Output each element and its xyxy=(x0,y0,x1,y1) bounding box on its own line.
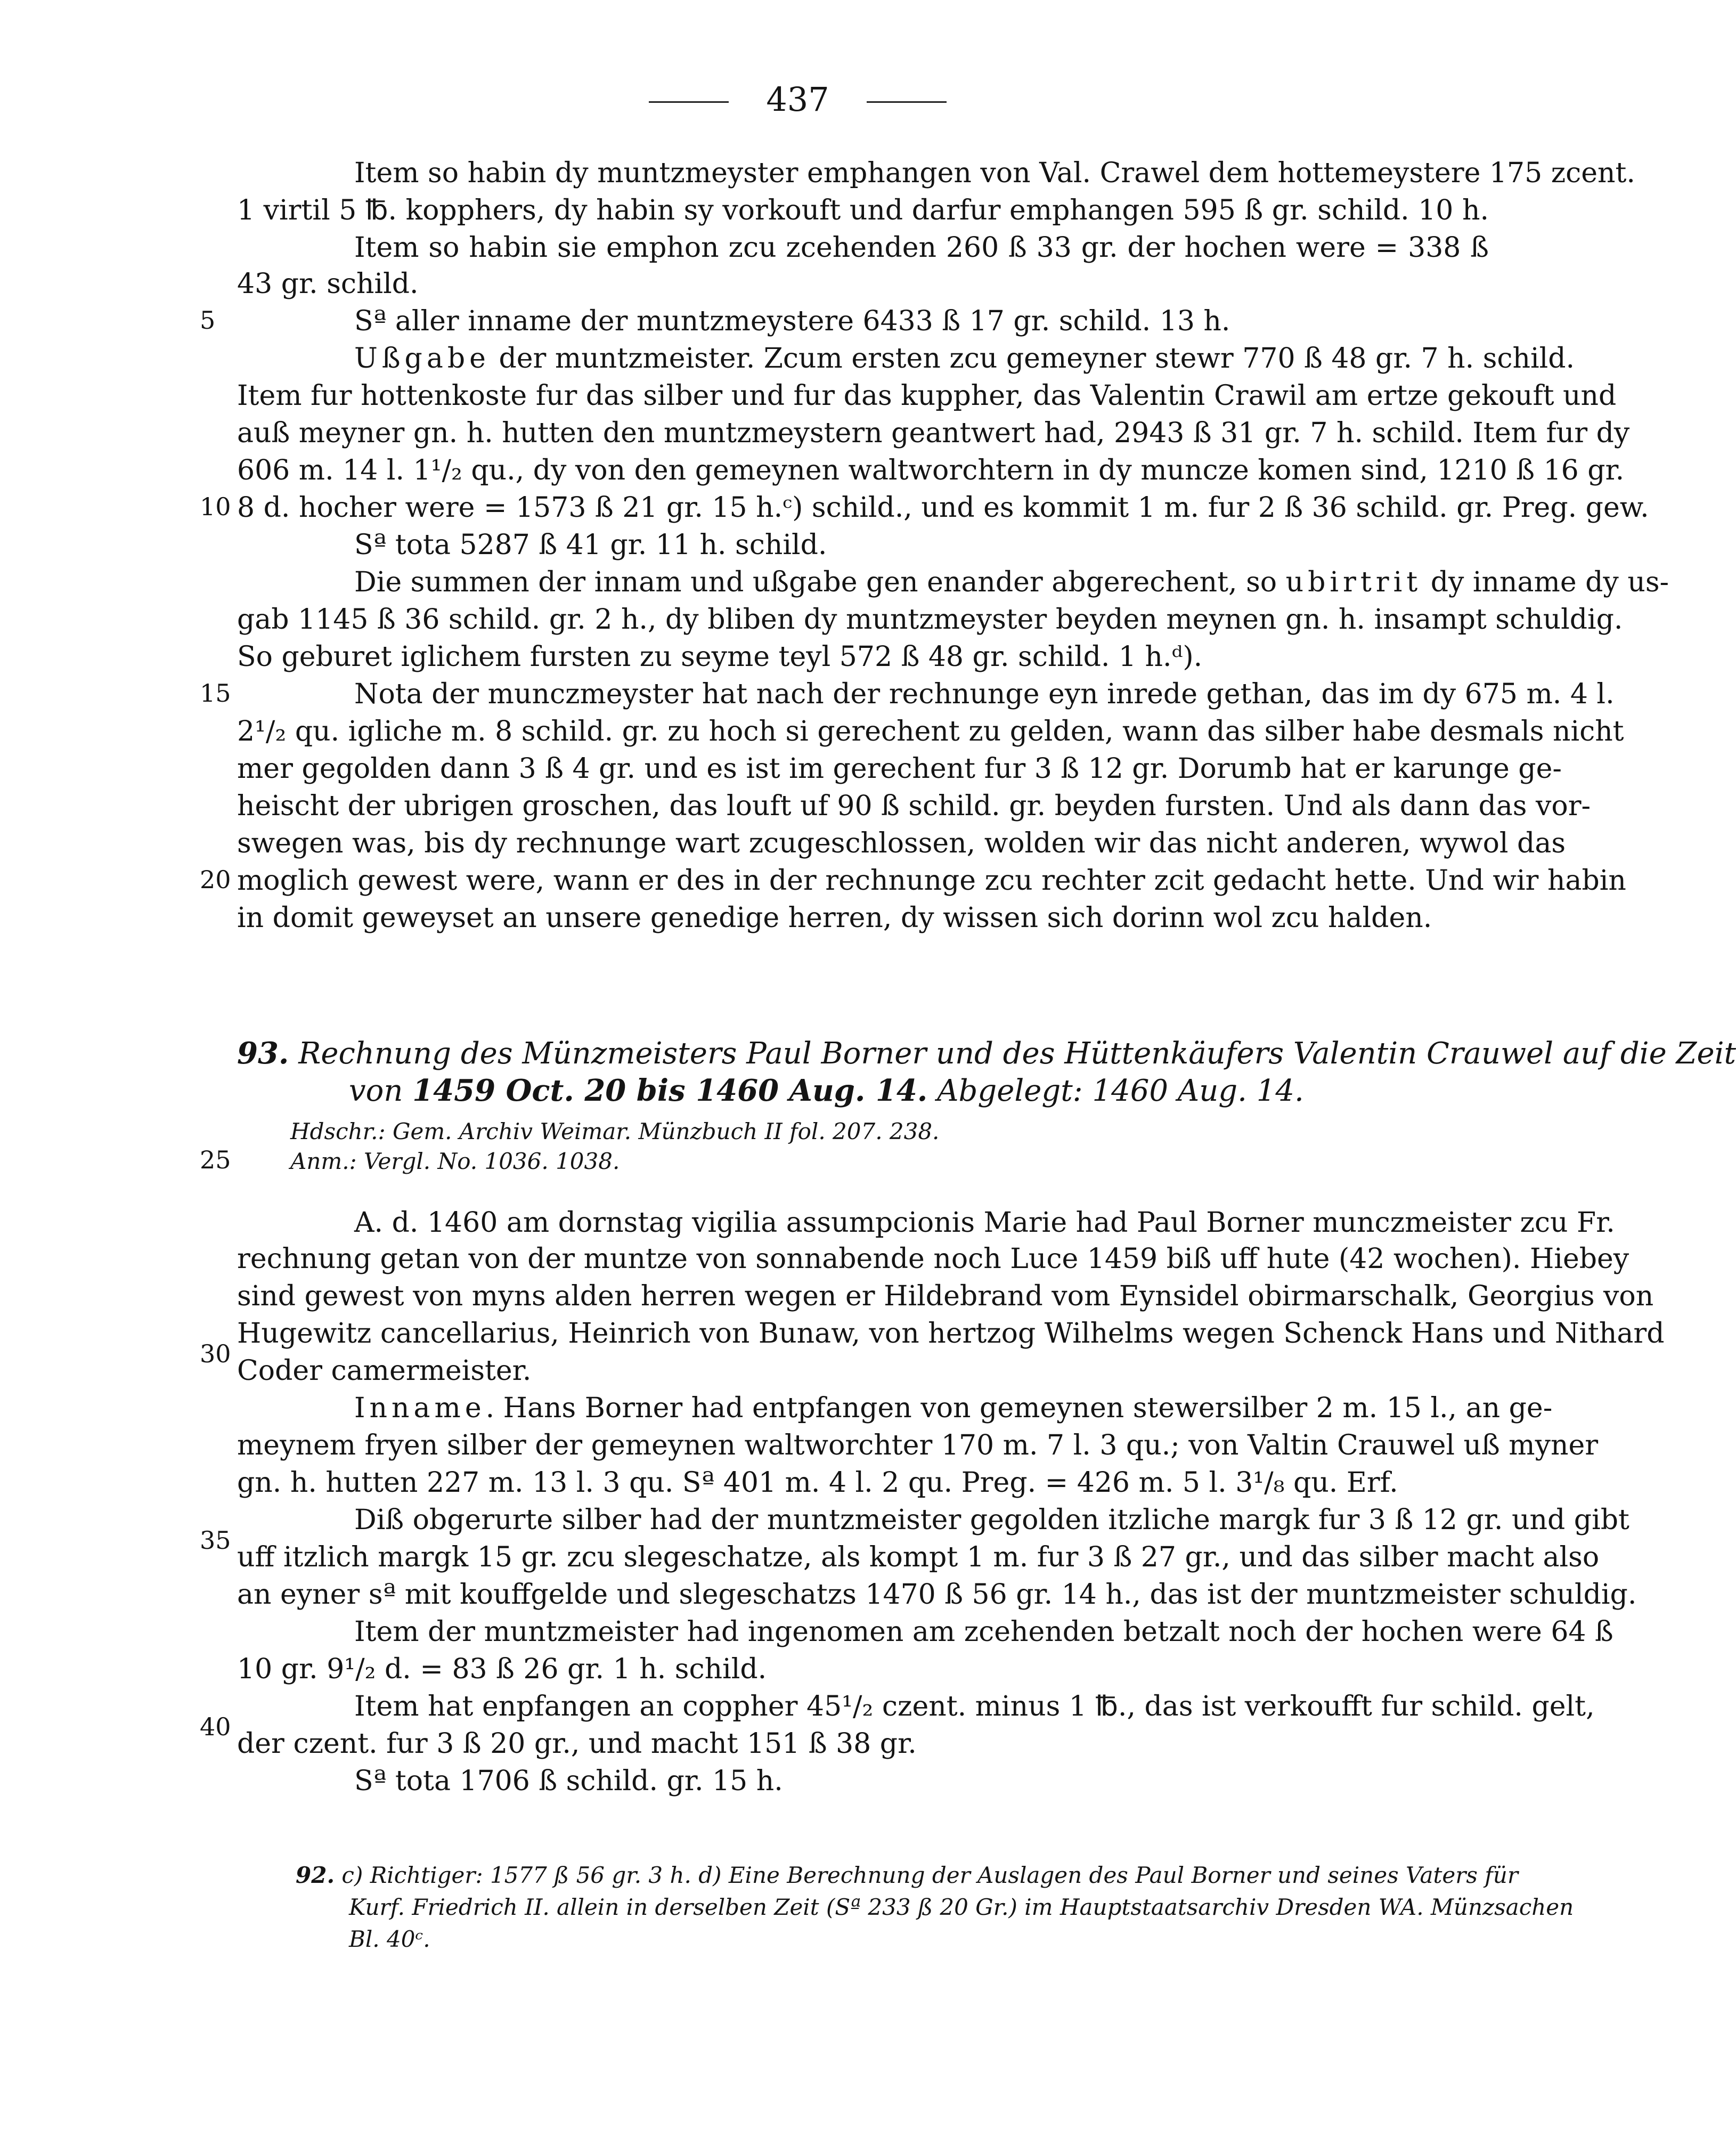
text-line: Item fur hottenkoste fur das silber und fur das kuppher, das Valentin Crawil am ertze gekouft und xyxy=(237,380,1617,412)
section-heading-continued xyxy=(349,1071,1304,1111)
spaced-term: Inname xyxy=(354,1392,486,1424)
text-line: 10 gr. 9¹/₂ d. = 83 ß 26 gr. 1 h. schild. xyxy=(237,1653,767,1685)
text-line: Nota der munczmeyster hat nach der rechnunge eyn inrede gethan, das im dy 675 m. 4 l. xyxy=(354,678,1615,710)
header-rule-right xyxy=(867,101,947,103)
text-line: gab 1145 ß 36 schild. gr. 2 h., dy bliben dy muntzmeyster beyden meynen gn. h. insampt schuldig. xyxy=(237,604,1623,636)
line-number: 10 xyxy=(200,492,231,521)
line-number: 40 xyxy=(200,1712,231,1741)
spaced-term: ubirtrit xyxy=(1285,566,1422,598)
text-line: in domit geweyset an unsere genedige herren, dy wissen sich dorinn wol zcu halden. xyxy=(237,902,1432,934)
text-line: mer gegolden dann 3 ß 4 gr. und es ist im gerechent fur 3 ß 12 gr. Dorumb hat er karunge ge- xyxy=(237,753,1562,785)
header-rule-left xyxy=(649,101,729,103)
text-line: So geburet iglichem fursten zu seyme teyl 572 ß 48 gr. schild. 1 h.ᵈ). xyxy=(237,641,1203,673)
text-run: dy inname dy us- xyxy=(1422,566,1669,598)
text-line: Sª aller inname der muntzmeystere 6433 ß 17 gr. schild. 13 h. xyxy=(354,305,1230,337)
text-line: rechnung getan von der muntze von sonnabende noch Luce 1459 biß uff hute (42 wochen). Hiebey xyxy=(237,1243,1629,1275)
text-line: swegen was, bis dy rechnunge wart zcugeschlossen, wolden wir das nicht anderen, wywol das xyxy=(237,827,1566,859)
text-line: 1 virtil 5 ℔. kopphers, dy habin sy vorkouft und darfur emphangen 595 ß gr. schild. 10 h. xyxy=(237,194,1489,226)
text-line: an eyner sª mit kouffgelde und slegeschatzs 1470 ß 56 gr. 14 h., das ist der muntzmeister schuldig. xyxy=(237,1579,1637,1611)
heading-abgelegt: Abgelegt: 1460 Aug. 14. xyxy=(927,1074,1304,1108)
text-run: der muntzmeister. Zcum ersten zcu gemeyner stewr 770 ß 48 gr. 7 h. schild. xyxy=(490,343,1575,375)
heading-text: von xyxy=(349,1074,413,1108)
text-line: 606 m. 14 l. 1¹/₂ qu., dy von den gemeynen waltworchtern in dy muncze komen sind, 1210 ß 16 gr. xyxy=(237,454,1625,486)
line-number: 25 xyxy=(200,1145,231,1174)
text-line: Item hat enpfangen an coppher 45¹/₂ czent. minus 1 ℔., das ist verkoufft fur schild. gelt, xyxy=(354,1691,1595,1723)
text-line: Item der muntzmeister had ingenomen am zcehenden betzalt noch der hochen were 64 ß xyxy=(354,1616,1613,1648)
text-line: 2¹/₂ qu. igliche m. 8 schild. gr. zu hoch si gerechent zu gelden, wann das silber habe desmals nicht xyxy=(237,716,1624,748)
text-line: Diß obgerurte silber had der muntzmeister gegolden itzliche margk fur 3 ß 12 gr. und gibt xyxy=(354,1504,1629,1536)
spaced-term: Ußgabe xyxy=(354,343,490,375)
text-line: Coder camermeister. xyxy=(237,1355,532,1387)
line-number: 30 xyxy=(200,1339,231,1368)
source-note: Hdschr.: Gem. Archiv Weimar. Münzbuch II fol. 207. 238. xyxy=(290,1118,940,1144)
text-line: Hugewitz cancellarius, Heinrich von Bunaw, von hertzog Wilhelms wegen Schenck Hans und Nithard xyxy=(237,1318,1665,1350)
text-line xyxy=(354,341,1575,376)
text-line: moglich gewest were, wann er des in der rechnunge zcu rechter zcit gedacht hette. Und wir habin xyxy=(237,865,1626,897)
footnote-line: Bl. 40ᶜ. xyxy=(349,1926,430,1952)
heading-text: Rechnung des Münzmeisters Paul Borner und des Hüttenkäufers Valentin Crauwel auf die Zeit xyxy=(298,1036,1736,1071)
text-run: . Hans Borner had entpfangen von gemeynen stewersilber 2 m. 15 l., an ge- xyxy=(485,1392,1553,1424)
text-line: sind gewest von myns alden herren wegen er Hildebrand vom Eynsidel obirmarschalk, Georgius von xyxy=(237,1280,1654,1312)
text-line: der czent. fur 3 ß 20 gr., und macht 151 ß 38 gr. xyxy=(237,1728,917,1760)
heading-dates: 1459 Oct. 20 bis 1460 Aug. 14. xyxy=(412,1073,928,1108)
footnote-line xyxy=(296,1859,1518,1891)
section-number: 93. xyxy=(237,1036,289,1071)
footnote-text: c) Richtiger: 1577 ß 56 gr. 3 h. d) Eine Berechnung der Auslagen des Paul Borner und seines Vaters für xyxy=(335,1862,1518,1888)
text-line: gn. h. hutten 227 m. 13 l. 3 qu. Sª 401 m. 4 l. 2 qu. Preg. = 426 m. 5 l. 3¹/₈ qu. Erf. xyxy=(237,1467,1398,1499)
line-number: 20 xyxy=(200,865,231,894)
text-line: 43 gr. schild. xyxy=(237,268,419,300)
text-line: A. d. 1460 am dornstag vigilia assumpcionis Marie had Paul Borner munczmeister zcu Fr. xyxy=(354,1207,1615,1239)
footnote-line: Kurf. Friedrich II. allein in derselben Zeit (Sª 233 ß 20 Gr.) im Hauptstaatsarchiv Dresden WA. Münzsachen xyxy=(349,1894,1574,1920)
text-line: Item so habin sie emphon zcu zcehenden 260 ß 33 gr. der hochen were = 338 ß xyxy=(354,232,1489,264)
section-heading xyxy=(237,1034,1736,1074)
text-line: Item so habin dy muntzmeyster emphangen von Val. Crawel dem hottemeystere 175 zcent. xyxy=(354,157,1635,189)
text-line xyxy=(354,1391,1553,1426)
line-number: 5 xyxy=(200,306,216,335)
text-line xyxy=(354,565,1669,600)
text-line: heischt der ubrigen groschen, das louft uf 90 ß schild. gr. beyden fursten. Und als dann das vor- xyxy=(237,790,1591,822)
page-number: 437 xyxy=(766,80,829,119)
text-line: meynem fryen silber der gemeynen waltworchter 170 m. 7 l. 3 qu.; von Valtin Crauwel uß myner xyxy=(237,1429,1599,1461)
text-line: uff itzlich margk 15 gr. zcu slegeschatze, als kompt 1 m. fur 3 ß 27 gr., und das silber macht also xyxy=(237,1541,1600,1573)
text-run: Die summen der innam und ußgabe gen enander abgerechent, so xyxy=(354,566,1286,598)
line-number: 35 xyxy=(200,1526,231,1555)
text-line: auß meyner gn. h. hutten den muntzmeystern geantwert had, 2943 ß 31 gr. 7 h. schild. Item fur dy xyxy=(237,417,1630,449)
page-header xyxy=(0,80,1595,119)
reference-note: Anm.: Vergl. No. 1036. 1038. xyxy=(290,1148,620,1174)
text-line: 8 d. hocher were = 1573 ß 21 gr. 15 h.ᶜ) schild., und es kommit 1 m. fur 2 ß 36 schild. gr. Preg. gew. xyxy=(237,492,1649,524)
text-line: Sª tota 5287 ß 41 gr. 11 h. schild. xyxy=(354,529,827,561)
line-number: 15 xyxy=(200,679,231,708)
text-line: Sª tota 1706 ß schild. gr. 15 h. xyxy=(354,1765,783,1797)
footnote-ref: 92. xyxy=(296,1862,335,1888)
